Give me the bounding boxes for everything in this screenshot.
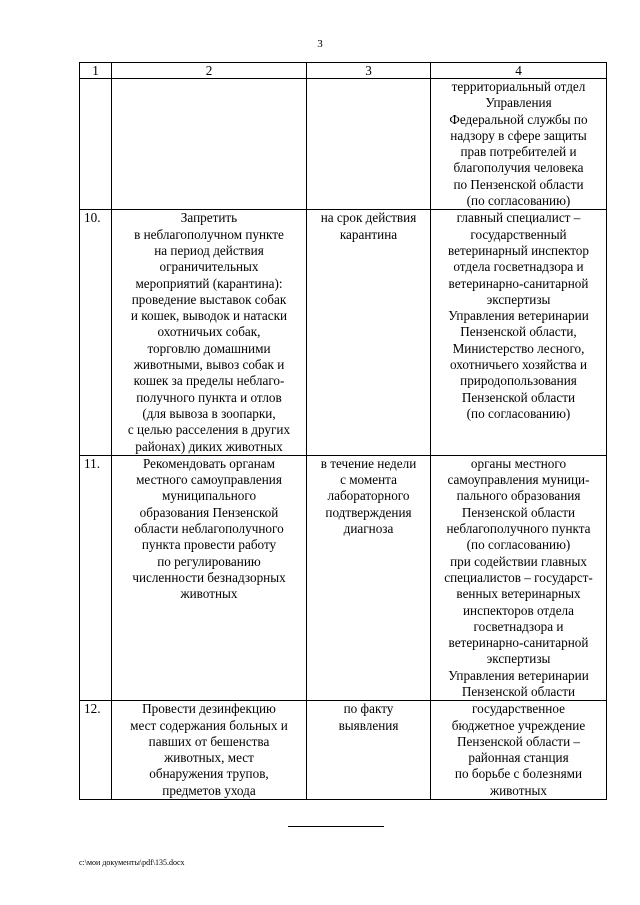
responsible-text-line: пального образования (456, 488, 581, 504)
measure-text-line: мест содержания больных и (130, 717, 288, 733)
term-text-line: карантина (339, 226, 398, 242)
measure-text-line: численности безнадзорных (132, 569, 286, 585)
responsible-text-line: ветеринарно-санитарной (448, 275, 589, 291)
measure-text-line: Запретить (180, 210, 238, 226)
responsible-text-line: территориальный отдел (451, 79, 586, 94)
responsible-text-line: самоуправления муници- (447, 472, 590, 488)
measure-text-line: Рекомендовать органам (143, 455, 275, 471)
responsible-text-line: прав потребителей и (460, 144, 577, 160)
cell-responsible (431, 701, 607, 800)
responsible-text-line: охотничьего хозяйства и (449, 357, 588, 373)
responsible-text-line: Пензенской области (461, 683, 576, 699)
measure-text-line: торговлю домашними (147, 340, 271, 356)
measures-table (79, 62, 607, 800)
measure-text-line: павших от бешенства (148, 733, 270, 749)
column-header: 3 (307, 63, 431, 79)
responsible-text-line: госветнадзора и (473, 618, 564, 634)
responsible-text-line: главный специалист – (456, 210, 581, 226)
responsible-text-line: (по согласованию) (466, 537, 571, 553)
responsible-text-line: экспертизы (486, 651, 551, 667)
measure-text-line: образования Пензенской (139, 504, 279, 520)
table-row (80, 79, 607, 210)
responsible-text-line: Управления ветеринарии (448, 667, 589, 683)
cell-measure (112, 210, 307, 455)
responsible-text-line: экспертизы (486, 291, 551, 307)
responsible-text-line: природопользования (460, 373, 577, 389)
responsible-text-line: Управления (485, 95, 552, 111)
responsible-text-line: специалистов – государст- (444, 569, 593, 585)
row-number: 10. (80, 210, 112, 455)
responsible-text-line: Министерство лесного, (452, 340, 585, 356)
term-text-line: подтверждения (325, 504, 412, 520)
table-row (80, 210, 607, 455)
responsible-text-line: органы местного (470, 455, 567, 471)
responsible-text-line: Федеральной службы по (449, 111, 588, 127)
responsible-text-line: государственное (472, 701, 565, 717)
responsible-text-line: районная станция (468, 750, 569, 766)
measure-text-line: животных, мест (164, 750, 254, 766)
file-path: c:\мои документы\pdf\135.docx (79, 858, 185, 867)
responsible-text-line: Пензенской области – (456, 733, 581, 749)
measure-text-line: охотничьих собак, (157, 324, 261, 340)
responsible-text-line: по Пензенской области (453, 176, 584, 192)
responsible-text-line: Пензенской области (461, 504, 576, 520)
measure-text-line: по регулированию (157, 553, 261, 569)
responsible-text-line: отдела госветнадзора и (453, 259, 584, 275)
responsible-text-line: животных (490, 782, 547, 798)
measure-text-line: и кошек, выводок и натаски (130, 308, 288, 324)
term-text-line: на срок действия (320, 210, 417, 226)
cell-measure (112, 79, 307, 210)
term-text-line: по факту (343, 701, 394, 717)
responsible-text-line: Пензенской области (461, 389, 576, 405)
responsible-text-line: по борьбе с болезнями (454, 766, 583, 782)
responsible-text-line: благополучия человека (453, 160, 584, 176)
row-number (80, 79, 112, 210)
table-row (80, 701, 607, 800)
cell-responsible (431, 79, 607, 210)
term-text-line: диагноза (343, 521, 394, 537)
term-text-line: лабораторного (327, 488, 410, 504)
cell-term (307, 455, 431, 700)
page-number: 3 (317, 38, 323, 50)
responsible-text-line: венных ветеринарных (456, 586, 581, 602)
table-header-row (80, 63, 607, 79)
responsible-text-line: государственный (470, 226, 567, 242)
measure-text-line: муниципального (161, 488, 257, 504)
responsible-text-line: ветеринарно-санитарной (448, 635, 589, 651)
measure-text-line: мероприятий (карантина): (135, 275, 283, 291)
footnote-rule (288, 826, 384, 827)
responsible-text-line: Пензенской области, (460, 324, 577, 340)
measure-text-line: районах) диких животных (135, 438, 283, 454)
responsible-text-line: (по согласованию) (466, 405, 571, 421)
cell-measure (112, 701, 307, 800)
measure-text-line: в неблагополучном пункте (134, 226, 284, 242)
row-number: 11. (80, 455, 112, 700)
measure-text-line: области неблагополучного (134, 521, 284, 537)
responsible-text-line: Управления ветеринарии (448, 308, 589, 324)
cell-responsible (431, 210, 607, 455)
responsible-text-line: бюджетное учреждение (451, 717, 586, 733)
measure-text-line: животных (180, 586, 238, 602)
cell-responsible (431, 455, 607, 700)
measure-text-line: обнаружения трупов, (149, 766, 269, 782)
measure-text-line: проведение выставок собак (131, 291, 287, 307)
table-row (80, 455, 607, 700)
measure-text-line: ограничительных (159, 259, 259, 275)
row-number: 12. (80, 701, 112, 800)
cell-measure (112, 455, 307, 700)
term-text-line: с момента (340, 472, 397, 488)
responsible-text-line: ветеринарный инспектор (448, 242, 589, 258)
measure-text-line: пункта провести работу (141, 537, 277, 553)
measure-text-line: (для вывоза в зоопарки, (142, 405, 276, 421)
column-header: 2 (112, 63, 307, 79)
responsible-text-line: надзору в сфере защиты (450, 127, 587, 143)
column-header: 1 (80, 63, 112, 79)
responsible-text-line: неблагополучного пункта (446, 521, 591, 537)
measure-text-line: Провести дезинфекцию (142, 701, 276, 717)
measure-text-line: животными, вывоз собак и (133, 357, 285, 373)
term-text-line: выявления (338, 717, 399, 733)
term-text-line: в течение недели (320, 455, 417, 471)
measure-text-line: с целью расселения в других (127, 422, 291, 438)
column-header: 4 (431, 63, 607, 79)
measure-text-line: кошек за пределы неблаго- (133, 373, 285, 389)
responsible-text-line: при содействии главных (450, 553, 587, 569)
measure-text-line: получного пункта и отлов (136, 389, 282, 405)
measure-text-line: местного самоуправления (136, 472, 282, 488)
responsible-text-line: (по согласованию) (466, 193, 571, 209)
responsible-text-line: инспекторов отдела (462, 602, 574, 618)
cell-term (307, 79, 431, 210)
measure-text-line: на период действия (154, 242, 264, 258)
measure-text-line: предметов ухода (162, 782, 256, 798)
cell-term (307, 210, 431, 455)
cell-term (307, 701, 431, 800)
